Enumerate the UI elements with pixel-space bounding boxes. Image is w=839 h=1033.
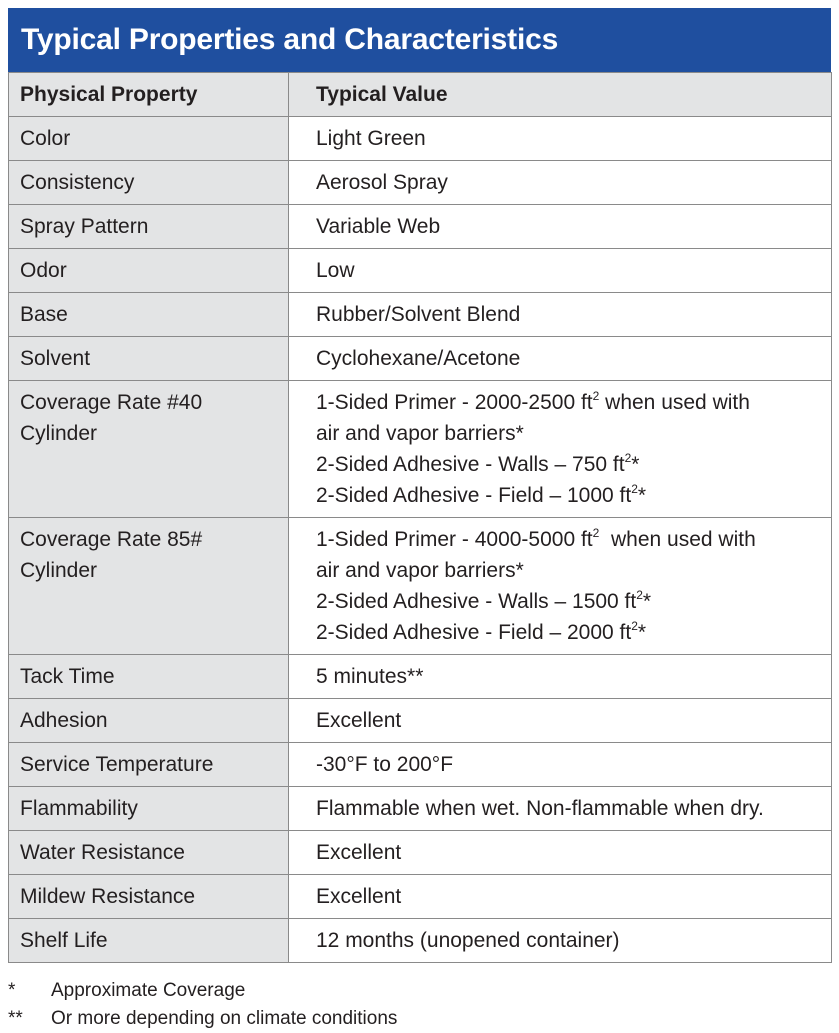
value-line: Cyclohexane/Acetone <box>316 347 521 370</box>
table-row <box>9 293 832 337</box>
value-cell <box>289 249 832 293</box>
property-label: Cylinder <box>20 559 98 582</box>
value-cell <box>289 787 832 831</box>
title-bar <box>8 8 831 72</box>
value-text: 2-Sided Adhesive - Walls – 750 ft <box>316 453 625 476</box>
superscript: 2 <box>624 451 632 465</box>
footnote-text: Or more depending on climate conditions <box>51 1008 398 1029</box>
table-row <box>9 337 832 381</box>
value-line <box>316 449 823 480</box>
superscript: 2 <box>631 619 638 633</box>
table-row <box>9 831 832 875</box>
table-row <box>9 249 832 293</box>
property-cell <box>9 875 289 919</box>
value-cell <box>289 161 832 205</box>
table-row <box>9 205 832 249</box>
property-label: Coverage Rate #40 <box>20 391 203 414</box>
value-line <box>316 586 823 617</box>
property-label: Mildew Resistance <box>20 885 196 908</box>
property-cell <box>9 337 289 381</box>
value-line: Excellent <box>316 841 402 864</box>
value-cell <box>289 293 832 337</box>
value-line: Rubber/Solvent Blend <box>316 303 521 326</box>
property-cell <box>9 743 289 787</box>
property-label: Odor <box>20 259 67 282</box>
value-text: 1-Sided Primer - 2000-2500 ft <box>316 391 593 414</box>
value-line: Excellent <box>316 885 402 908</box>
value-text: when used with <box>599 391 750 414</box>
value-line <box>316 524 823 555</box>
property-label: Water Resistance <box>20 841 185 864</box>
table-row <box>9 875 832 919</box>
property-label: Adhesion <box>20 709 108 732</box>
property-label: Shelf Life <box>20 929 108 952</box>
table-body <box>9 117 832 963</box>
table-row <box>9 161 832 205</box>
page-title: Typical Properties and Characteristics <box>21 23 559 56</box>
table-row <box>9 518 832 655</box>
property-label: Consistency <box>20 171 135 194</box>
property-label: Service Temperature <box>20 753 214 776</box>
superscript: 2 <box>592 526 600 540</box>
value-cell <box>289 919 832 963</box>
property-cell <box>9 249 289 293</box>
property-label: Tack Time <box>20 665 115 688</box>
value-text: * <box>637 621 647 644</box>
property-cell <box>9 699 289 743</box>
footnote-text: Approximate Coverage <box>51 980 246 1001</box>
property-cell <box>9 518 289 655</box>
properties-sheet <box>8 8 831 1033</box>
value-text: * <box>637 484 647 507</box>
table-row <box>9 655 832 699</box>
value-cell <box>289 337 832 381</box>
value-line: 5 minutes** <box>316 665 424 688</box>
property-cell <box>9 831 289 875</box>
table-row <box>9 381 832 518</box>
value-line <box>316 555 823 586</box>
column-header-value: Typical Value <box>289 73 832 117</box>
property-cell <box>9 787 289 831</box>
footnote-mark: * <box>8 980 16 1001</box>
property-label: Flammability <box>20 797 138 820</box>
value-text: 2-Sided Adhesive - Field – 1000 ft <box>316 484 632 507</box>
value-line: Light Green <box>316 127 426 150</box>
value-text: 2-Sided Adhesive - Walls – 1500 ft <box>316 590 637 613</box>
value-cell <box>289 655 832 699</box>
value-line <box>316 418 823 449</box>
property-cell <box>9 381 289 518</box>
value-text: when used with <box>599 528 756 551</box>
footnote <box>8 1005 831 1033</box>
property-cell <box>9 117 289 161</box>
value-cell <box>289 381 832 518</box>
table-row <box>9 117 832 161</box>
value-line: Variable Web <box>316 215 441 238</box>
footnotes <box>8 977 831 1033</box>
property-label: Base <box>20 303 68 326</box>
superscript: 2 <box>636 588 643 602</box>
property-cell <box>9 919 289 963</box>
value-line: Low <box>316 259 355 282</box>
value-cell <box>289 518 832 655</box>
value-cell <box>289 699 832 743</box>
value-line <box>316 480 823 511</box>
value-cell <box>289 875 832 919</box>
value-line <box>316 617 823 648</box>
footnote-mark: ** <box>8 1008 23 1029</box>
value-text: air and vapor barriers* <box>316 422 524 445</box>
property-label: Spray Pattern <box>20 215 149 238</box>
table-row <box>9 699 832 743</box>
value-text: air and vapor barriers* <box>316 559 524 582</box>
value-cell <box>289 831 832 875</box>
value-line: Flammable when wet. Non-flammable when dry. <box>316 797 764 820</box>
property-cell <box>9 293 289 337</box>
value-text: * <box>642 590 652 613</box>
footnote <box>8 977 831 1005</box>
superscript: 2 <box>592 389 600 403</box>
property-cell <box>9 161 289 205</box>
property-cell <box>9 655 289 699</box>
value-line: Aerosol Spray <box>316 171 448 194</box>
value-text: 2-Sided Adhesive - Field – 2000 ft <box>316 621 632 644</box>
table-header-row <box>9 73 832 117</box>
superscript: 2 <box>631 482 638 496</box>
value-cell <box>289 205 832 249</box>
table-row <box>9 919 832 963</box>
value-text: * <box>631 453 640 476</box>
property-label: Cylinder <box>20 422 98 445</box>
value-line: 12 months (unopened container) <box>316 929 620 952</box>
property-label: Color <box>20 127 71 150</box>
property-cell <box>9 205 289 249</box>
value-text: 1-Sided Primer - 4000-5000 ft <box>316 528 593 551</box>
column-header-property: Physical Property <box>9 73 289 117</box>
value-cell <box>289 117 832 161</box>
value-cell <box>289 743 832 787</box>
property-label: Coverage Rate 85# <box>20 528 203 551</box>
value-line: -30°F to 200°F <box>316 753 454 776</box>
property-label: Solvent <box>20 347 91 370</box>
value-line <box>316 387 823 418</box>
table-row <box>9 787 832 831</box>
properties-table <box>8 72 832 963</box>
value-line: Excellent <box>316 709 402 732</box>
table-row <box>9 743 832 787</box>
